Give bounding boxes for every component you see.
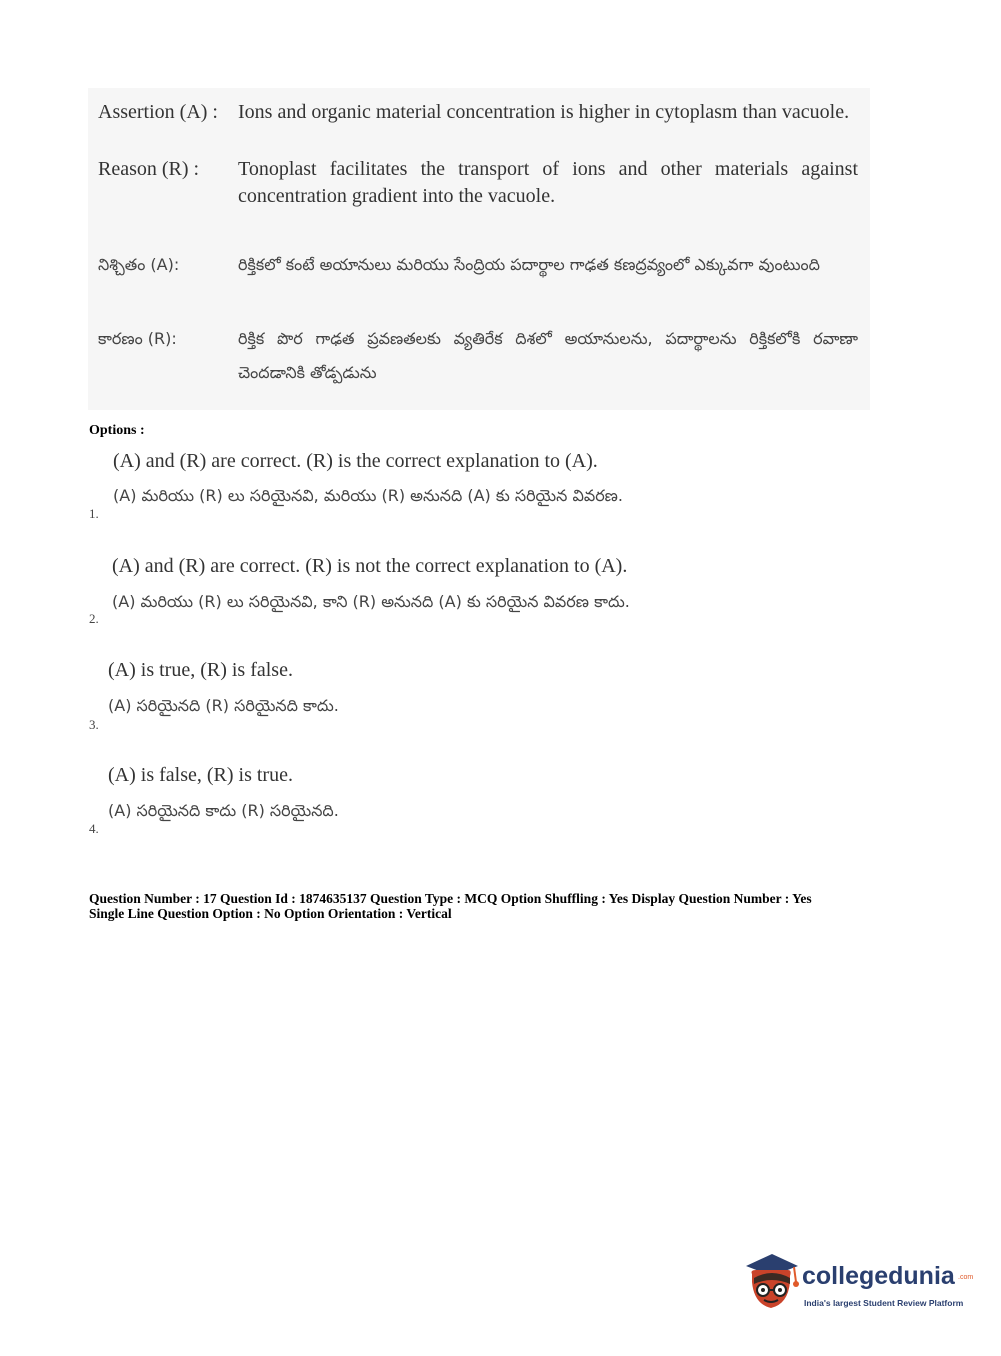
logo-wordmark: collegedunia bbox=[802, 1262, 955, 1290]
assertion-label-en: Assertion (A) : bbox=[98, 101, 218, 123]
option-number: 3. bbox=[89, 717, 99, 732]
option-text-en: (A) is true, (R) is false. bbox=[108, 659, 293, 681]
option-text-en: (A) and (R) are correct. (R) is not the correct explanation to (A). bbox=[112, 555, 628, 577]
logo-tagline: India's largest Student Review Platform bbox=[804, 1298, 964, 1308]
collegedunia-logo[interactable] bbox=[740, 1248, 980, 1320]
reason-text-te: రిక్తిక పొర గాఢత ప్రవణతలకు వ్యతిరేక దిశలో అయానులను, పదార్థాలను రిక్తికలోకి రవాణా చెందడానికి తోడ్పడును bbox=[238, 329, 858, 382]
option-text-te: (A) సరియైనది కాదు (R) సరియైనది. bbox=[108, 801, 339, 820]
assertion-label-te: నిశ్చితం (A): bbox=[98, 255, 180, 274]
option-number: 4. bbox=[89, 821, 99, 836]
option-number: 2. bbox=[89, 611, 99, 626]
reason-label-te: కారణం (R): bbox=[98, 329, 177, 348]
reason-text-en: Tonoplast facilitates the transport of ions and other materials against concentration gradient into the vacuole. bbox=[238, 158, 858, 207]
option-number: 1. bbox=[89, 506, 99, 521]
option-text-en: (A) is false, (R) is true. bbox=[108, 764, 293, 786]
option-text-en: (A) and (R) are correct. (R) is the correct explanation to (A). bbox=[113, 450, 598, 472]
metadata-line-1: Question Number : 17 Question Id : 1874635137 Question Type : MCQ Option Shuffling : Yes Display Question Number : Yes bbox=[89, 891, 812, 906]
option-text-te: (A) సరియైనది (R) సరియైనది కాదు. bbox=[108, 696, 339, 715]
assertion-text-en: Ions and organic material concentration is higher in cytoplasm than vacuole. bbox=[238, 101, 850, 123]
metadata-line-2: Single Line Question Option : No Option Orientation : Vertical bbox=[89, 906, 452, 921]
question-metadata bbox=[89, 891, 949, 921]
logo-domain-suffix: .com bbox=[958, 1274, 974, 1281]
option-text-te: (A) మరియు (R) లు సరియైనవి, మరియు (R) అనునది (A) కు సరియైన వివరణ. bbox=[113, 486, 623, 505]
assertion-text-te: రిక్తికలో కంటే అయానులు మరియు సేంద్రియ పదార్థాల గాఢత కణద్రవ్యంలో ఎక్కువగా వుంటుంది bbox=[238, 255, 820, 274]
reason-label-en: Reason (R) : bbox=[98, 158, 200, 180]
option-text-te: (A) మరియు (R) లు సరియైనవి, కాని (R) అనునది (A) కు సరియైన వివరణ కాదు. bbox=[112, 592, 630, 611]
options-heading: Options : bbox=[89, 423, 145, 438]
graduate-mascot-icon bbox=[740, 1248, 802, 1316]
